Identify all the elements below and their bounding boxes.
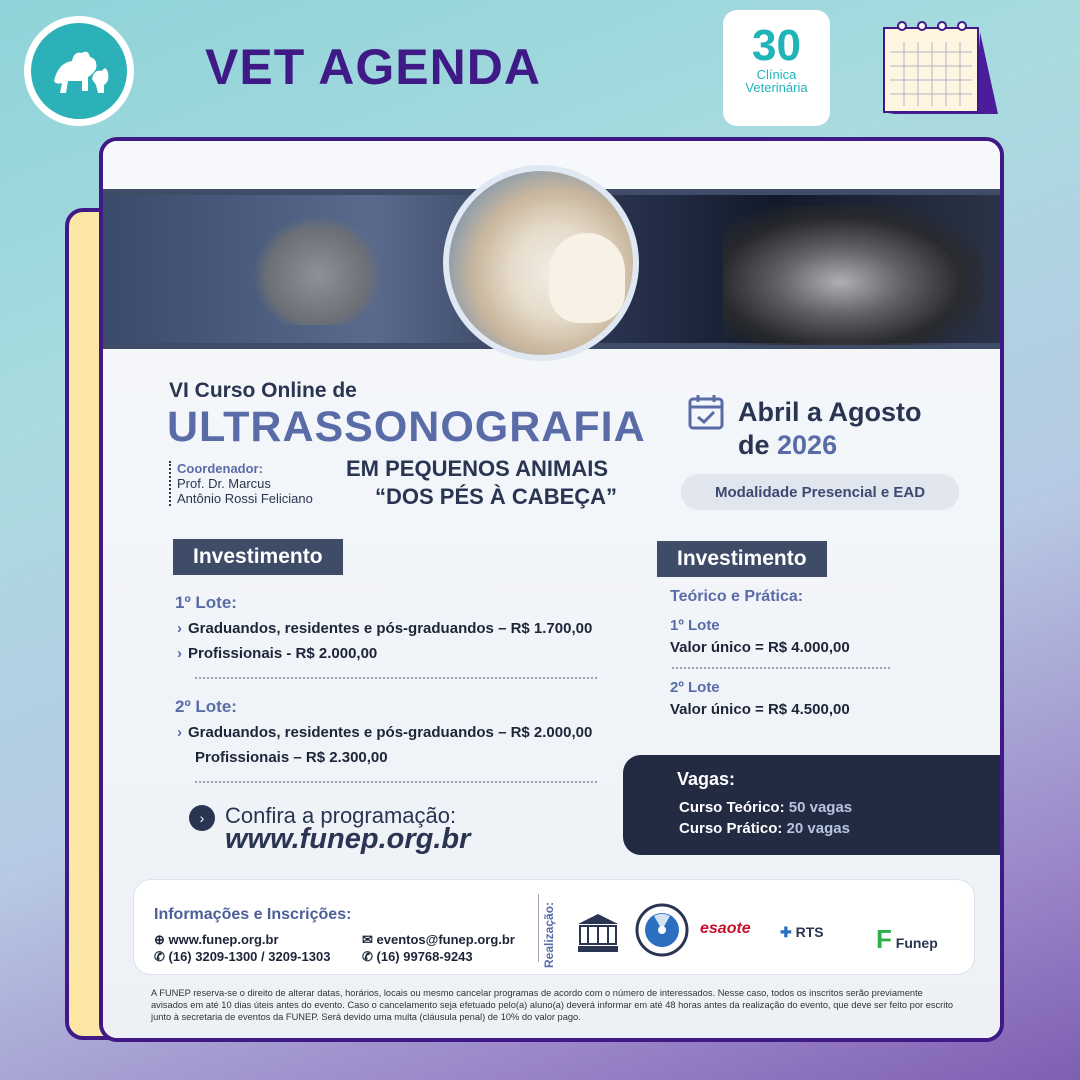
coordinator-label: Coordenador: [177, 461, 263, 476]
lote1-item-2 [177, 645, 377, 662]
right-lote1-value: Valor único = R$ 4.000,00 [670, 639, 850, 656]
vagas-pratico [679, 820, 850, 837]
funep-icon: F [876, 924, 892, 954]
investment-right-label: Investimento [657, 541, 827, 577]
clinic-logo-line2: Veterinária [745, 80, 808, 95]
vet-paw-logo [24, 16, 134, 126]
divider [672, 667, 890, 669]
investment-right-heading: Teórico e Prática: [670, 588, 804, 605]
globe-icon: ⊕ [154, 932, 169, 947]
chevron-right-icon: › [177, 620, 182, 637]
clinic-30-logo [723, 10, 830, 126]
flyer [103, 141, 1000, 1038]
lote2-item-2: Profissionais – R$ 2.300,00 [195, 749, 388, 766]
vagas-pratico-label: Curso Prático: [679, 820, 783, 837]
date-year-line [738, 430, 837, 461]
disclaimer-text: A FUNEP reserva-se o direito de alterar datas, horários, locais ou mesmo cancelar programas de acordo com o número de interessados. Nesse caso, todos os inscritos serão previamente avisados em até 10 dias úteis antes do evento. Caso o cancelamento seja efetuado pelo(a) aluno(a) deverá informar em até 48 horas antes da realização do evento, que deve ser feito por escrito junto à secretaria de eventos da FUNEP. Será devido uma multa (cláusula penal) de 10% do valor pago. [151, 988, 954, 1022]
lote2-item-1 [177, 724, 592, 741]
info-title: Informações e Inscrições: [154, 906, 352, 923]
vagas-teorico [679, 799, 852, 816]
modality-badge: Modalidade Presencial e EAD [681, 474, 959, 510]
chevron-right-icon: › [177, 645, 182, 662]
rts-icon: ✚ [780, 924, 792, 940]
course-prefix: VI Curso Online de [169, 379, 357, 402]
program-text: Confira a programação: [225, 803, 457, 828]
vagas-teorico-label: Curso Teórico: [679, 799, 785, 816]
info-divider [538, 894, 539, 962]
lote1-item-1 [177, 620, 592, 637]
coordinator-name-1: Prof. Dr. Marcus [177, 476, 271, 491]
whatsapp-item [362, 949, 473, 965]
rts-logo [780, 924, 824, 941]
contact-info-box [133, 879, 975, 975]
calendar-check-icon [687, 393, 725, 431]
chevron-right-icon: › [177, 724, 182, 741]
rts-text: RTS [795, 924, 824, 940]
dog-photo-circle [443, 165, 639, 361]
course-title: ULTRASSONOGRAFIA [167, 403, 646, 451]
date-months: Abril a Agosto [738, 397, 922, 427]
vagas-title: Vagas: [677, 769, 736, 789]
vagas-pratico-value: 20 vagas [786, 820, 850, 837]
clinic-logo-number: 30 [752, 21, 801, 70]
lote1-title: 1º Lote: [175, 593, 237, 612]
cat-photo [253, 215, 383, 325]
vet-paw-logo-icon [44, 41, 114, 101]
funep-logo [876, 924, 938, 955]
divider [195, 781, 597, 783]
whatsapp-icon: ✆ [362, 949, 377, 964]
divider [195, 677, 597, 679]
funep-text: Funep [895, 935, 938, 951]
website-item [154, 932, 279, 948]
calendar-icon [880, 18, 1000, 120]
right-lote2-value: Valor único = R$ 4.500,00 [670, 701, 850, 718]
whatsapp-number: (16) 99768-9243 [376, 949, 473, 964]
investment-left-label: Investimento [173, 539, 343, 575]
vagas-box [623, 755, 1000, 855]
right-lote1-title: 1º Lote [670, 617, 720, 634]
radiation-lab-icon [634, 902, 690, 958]
coordinator-name-2: Antônio Rossi Feliciano [177, 491, 313, 506]
course-subtitle-1: EM PEQUENOS ANIMAIS [346, 456, 608, 481]
phone-number: (16) 3209-1300 / 3209-1303 [168, 949, 331, 964]
vagas-teorico-value: 50 vagas [788, 799, 853, 816]
clinic-logo-line1: Clínica [756, 67, 797, 82]
mail-icon: ✉ [362, 932, 377, 947]
arrow-circle-icon: › [189, 805, 215, 831]
date-year-prefix: de [738, 430, 778, 460]
right-lote2-title: 2º Lote [670, 679, 720, 696]
program-link[interactable]: www.funep.org.br [225, 823, 471, 855]
course-subtitle-2: “DOS PÉS À CABEÇA” [375, 484, 618, 509]
brand-title: VET AGENDA [205, 39, 541, 95]
phone-icon: ✆ [154, 949, 169, 964]
lote2-title: 2º Lote: [175, 697, 237, 716]
coordinator-block [169, 461, 313, 506]
event-flyer-card [99, 137, 1004, 1042]
email-link[interactable]: eventos@funep.org.br [376, 932, 515, 947]
esaote-logo: esaote [700, 920, 751, 937]
university-building-icon [574, 910, 622, 954]
lote1-item-1-text: Graduandos, residentes e pós-graduandos – R$ 1.700,00 [188, 620, 593, 637]
realizacao-label: Realização: [542, 901, 556, 968]
dog-face [549, 233, 625, 323]
lote1-item-2-text: Profissionais - R$ 2.000,00 [188, 645, 378, 662]
ultrasound-image [723, 205, 983, 345]
lote2-item-1-text: Graduandos, residentes e pós-graduandos – R$ 2.000,00 [188, 724, 593, 741]
date-year: 2026 [777, 430, 838, 460]
email-item [362, 932, 515, 948]
phone-item [154, 949, 330, 965]
website-link[interactable]: www.funep.org.br [168, 932, 279, 947]
